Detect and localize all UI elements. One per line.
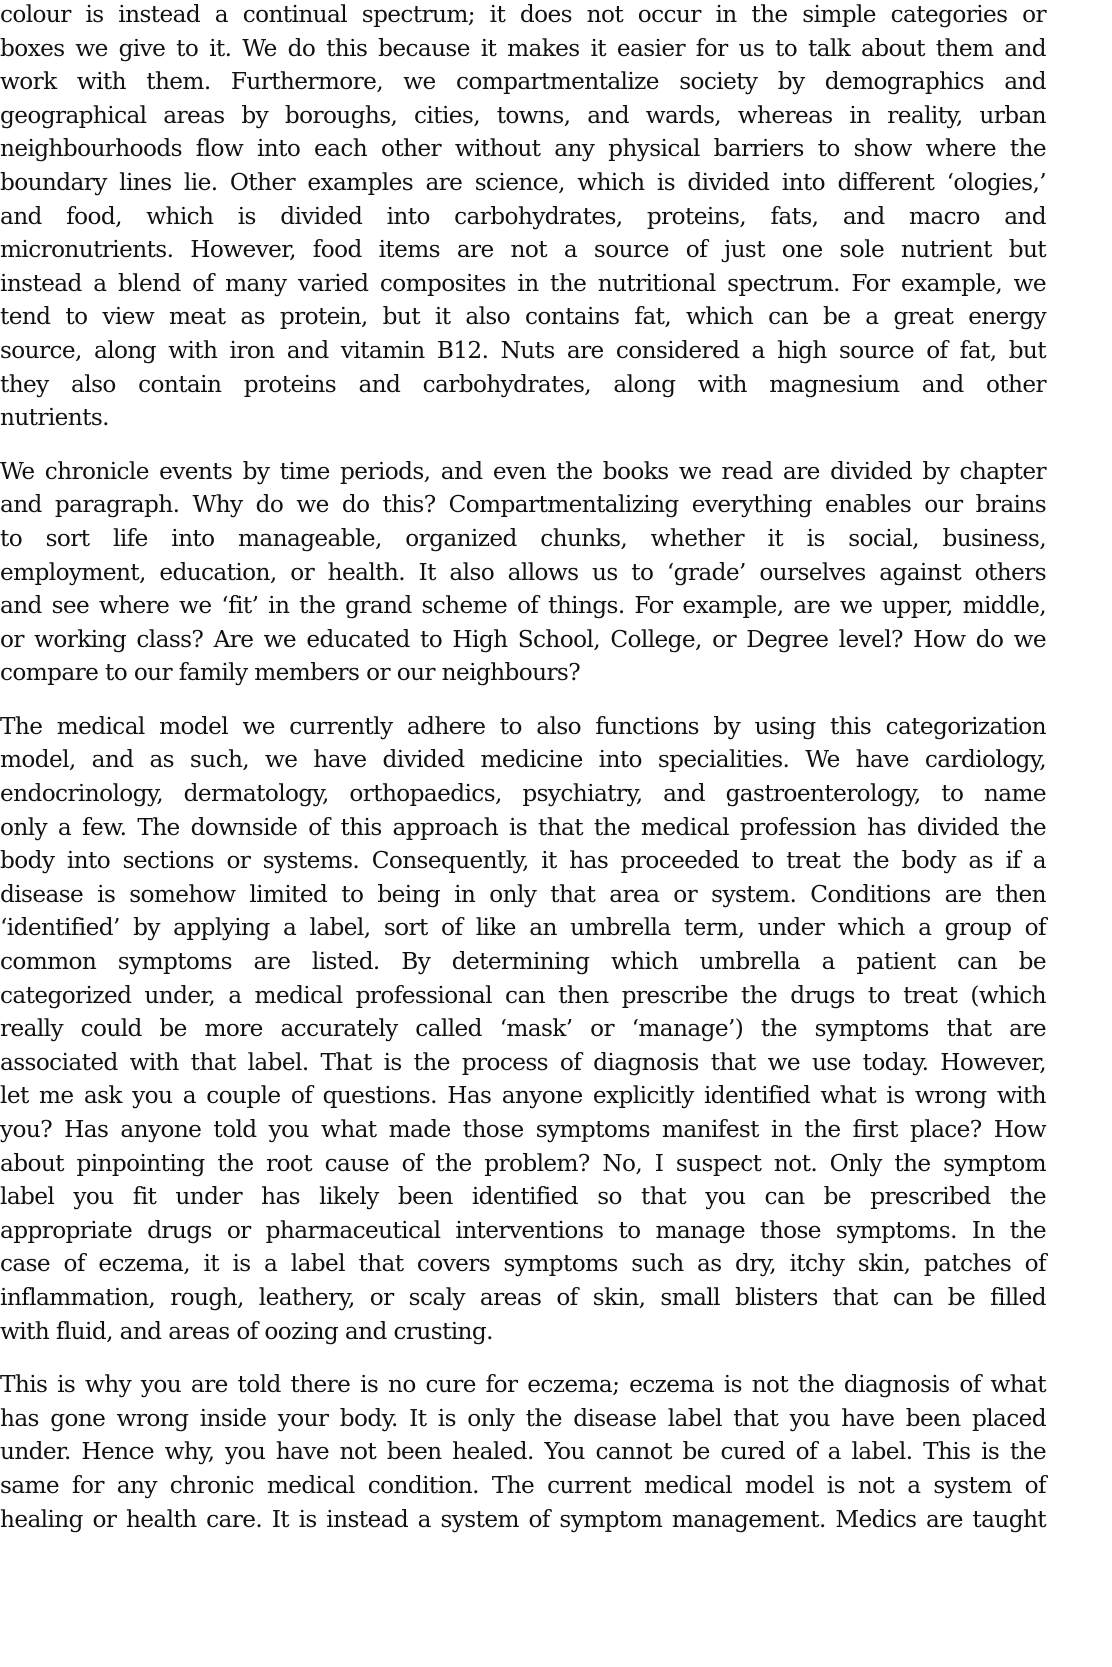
text-line: appropriate drugs or pharmaceutical interventions to manage those symptoms. In the: [0, 1216, 1046, 1244]
text-line: This is why you are told there is no cure for eczema; eczema is not the diagnosis of what: [0, 1371, 1046, 1399]
text-line: colour is instead a continual spectrum; it does not occur in the simple categories or: [0, 1, 1046, 28]
text-line: The medical model we currently adhere to also functions by using this categorization: [0, 712, 1046, 740]
paragraph-medical-model: [0, 710, 1046, 1348]
text-line: work with them. Furthermore, we compartmentalize society by demographics and: [0, 68, 1046, 96]
text-line: ‘identified’ by applying a label, sort of like an umbrella term, under which a group of: [0, 914, 1046, 942]
text-line: and food, which is divided into carbohydrates, proteins, fats, and macro and: [0, 202, 1046, 230]
text-line: let me ask you a couple of questions. Has anyone explicitly identified what is wrong with: [0, 1082, 1046, 1110]
text-line: We chronicle events by time periods, and even the books we read are divided by chapter: [0, 457, 1046, 485]
text-line: to sort life into manageable, organized chunks, whether it is social, business,: [0, 524, 1046, 552]
text-line: inflammation, rough, leathery, or scaly areas of skin, small blisters that can be filled: [0, 1283, 1046, 1311]
text-line: and see where we ‘fit’ in the grand scheme of things. For example, are we upper, middle,: [0, 592, 1046, 620]
text-line: body into sections or systems. Consequently, it has proceeded to treat the body as if a: [0, 847, 1046, 875]
text-line: model, and as such, we have divided medicine into specialities. We have cardiology,: [0, 746, 1046, 774]
text-line: about pinpointing the root cause of the problem? No, I suspect not. Only the symptom: [0, 1149, 1046, 1177]
text-line: with fluid, and areas of oozing and crusting.: [0, 1317, 493, 1345]
text-line: tend to view meat as protein, but it also contains fat, which can be a great energy: [0, 303, 1046, 331]
paragraph-chronicle-events: [0, 455, 1046, 690]
text-line: case of eczema, it is a label that covers symptoms such as dry, itchy skin, patches of: [0, 1250, 1046, 1278]
text-line: source, along with iron and vitamin B12. Nuts are considered a high source of fat, but: [0, 336, 1046, 364]
paragraph-colour-spectrum: [0, 0, 1046, 435]
text-line: has gone wrong inside your body. It is only the disease label that you have been placed: [0, 1404, 1046, 1432]
text-line: label you fit under has likely been identified so that you can be prescribed the: [0, 1183, 1046, 1211]
text-line: and paragraph. Why do we do this? Compartmentalizing everything enables our brains: [0, 491, 1046, 519]
text-line: associated with that label. That is the process of diagnosis that we use today. However,: [0, 1048, 1046, 1076]
text-line: employment, education, or health. It also allows us to ‘grade’ ourselves against others: [0, 558, 1046, 586]
text-line: boxes we give to it. We do this because it makes it easier for us to talk about them and: [0, 34, 1046, 62]
text-line: same for any chronic medical condition. The current medical model is not a system of: [0, 1471, 1046, 1499]
text-line: under. Hence why, you have not been healed. You cannot be cured of a label. This is the: [0, 1438, 1046, 1466]
text-line: disease is somehow limited to being in only that area or system. Conditions are then: [0, 880, 1046, 908]
paragraph-no-cure: [0, 1368, 1046, 1536]
text-line: instead a blend of many varied composites in the nutritional spectrum. For example, we: [0, 269, 1046, 297]
text-line: neighbourhoods flow into each other without any physical barriers to show where the: [0, 135, 1046, 163]
text-line: you? Has anyone told you what made those symptoms manifest in the first place? How: [0, 1116, 1046, 1143]
text-line: endocrinology, dermatology, orthopaedics, psychiatry, and gastroenterology, to name: [0, 780, 1046, 808]
text-line: compare to our family members or our neighbours?: [0, 659, 581, 687]
text-line: boundary lines lie. Other examples are science, which is divided into different ‘ologies,’: [0, 168, 1046, 196]
text-line: micronutrients. However, food items are not a source of just one sole nutrient but: [0, 236, 1046, 264]
text-line: really could be more accurately called ‘mask’ or ‘manage’) the symptoms that are: [0, 1015, 1046, 1043]
text-line: they also contain proteins and carbohydrates, along with magnesium and other: [0, 370, 1046, 398]
text-line: geographical areas by boroughs, cities, towns, and wards, whereas in reality, urban: [0, 101, 1046, 129]
text-line: nutrients.: [0, 404, 109, 432]
text-line: healing or health care. It is instead a system of symptom management. Medics are taught: [0, 1505, 1046, 1533]
text-line: or working class? Are we educated to High School, College, or Degree level? How do we: [0, 625, 1046, 653]
text-line: categorized under, a medical professional can then prescribe the drugs to treat (which: [0, 981, 1046, 1009]
text-line: common symptoms are listed. By determining which umbrella a patient can be: [0, 948, 1046, 976]
text-line: only a few. The downside of this approach is that the medical profession has divided the: [0, 813, 1046, 841]
